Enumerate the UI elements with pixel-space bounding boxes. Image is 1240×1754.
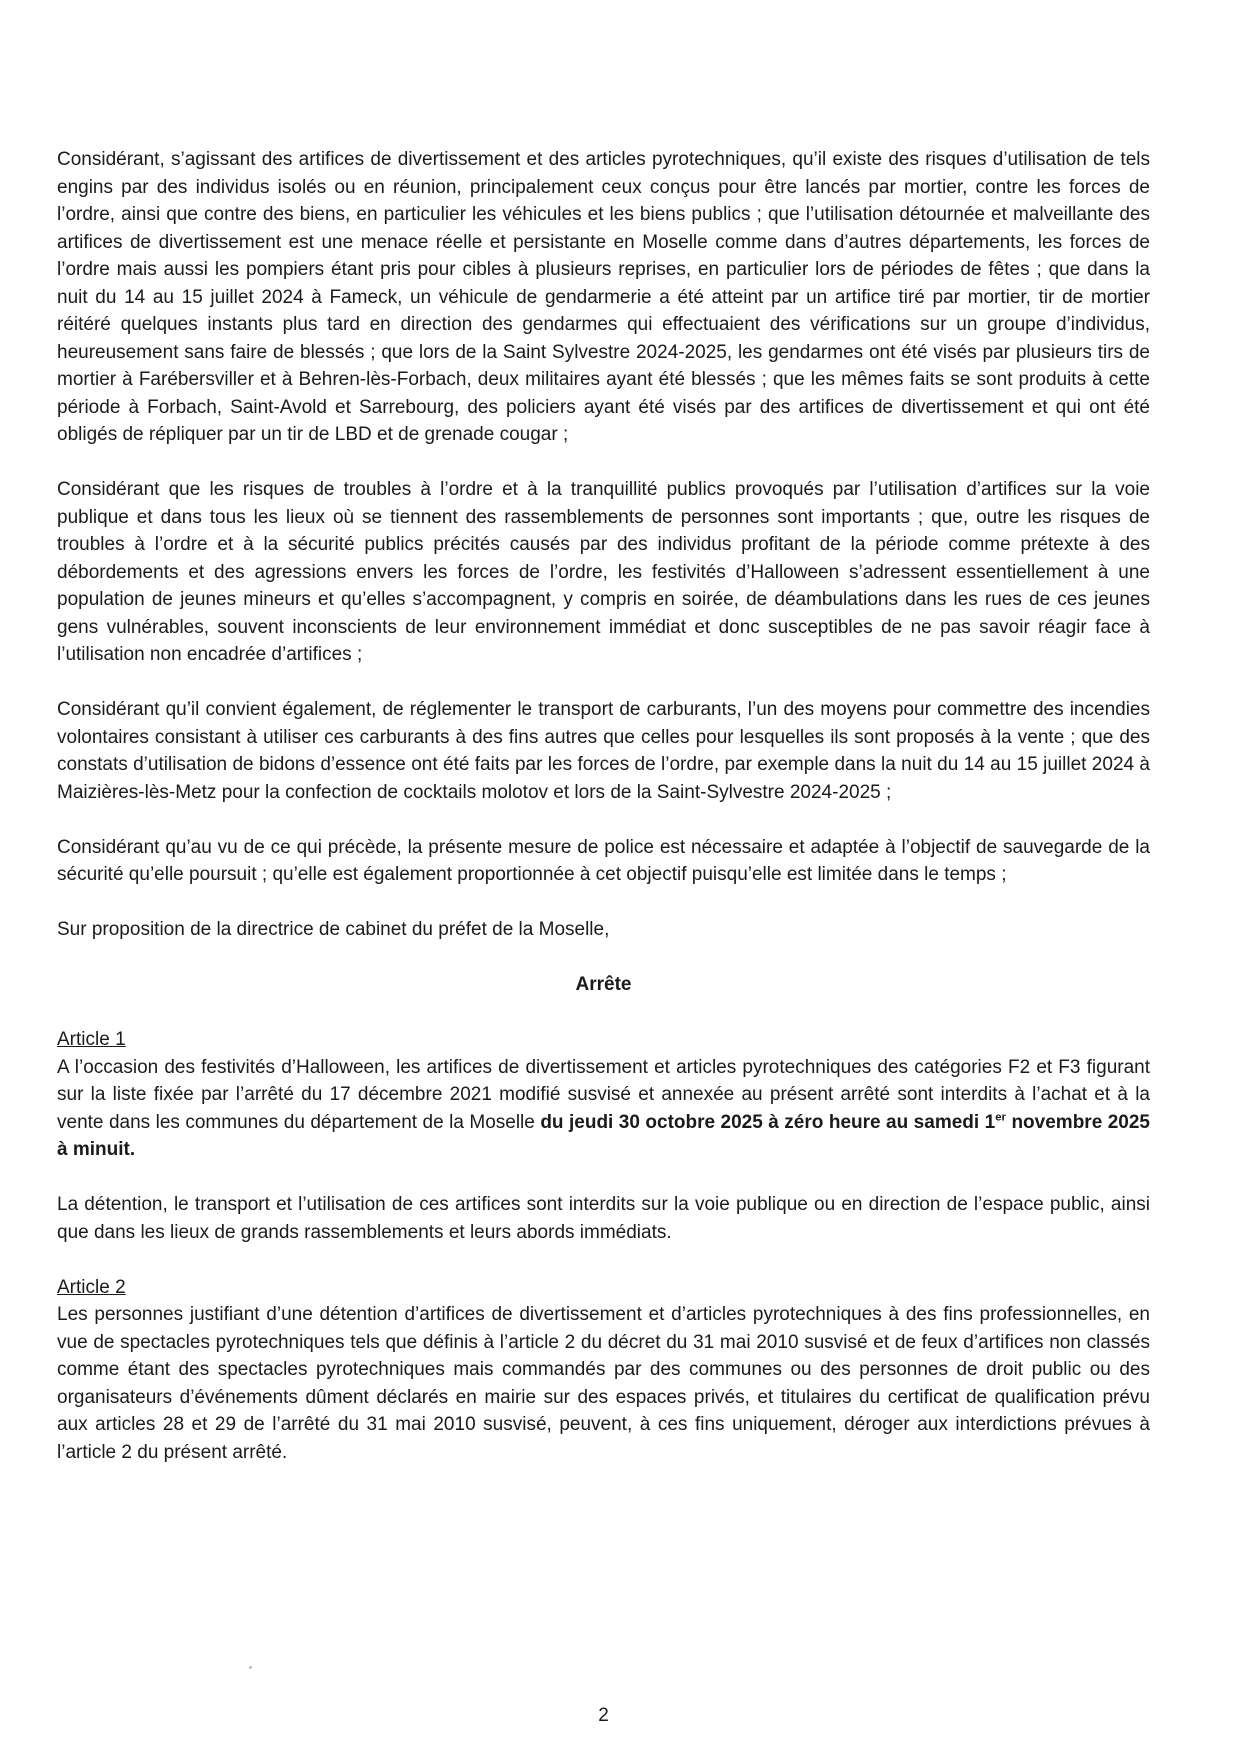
considerant-paragraph-1: Considérant, s’agissant des artifices de divertissement et des articles pyrotechniques, qu’il existe des risques d’utilisation de tels engins par des individus isolés ou en réunion, principalement ceux conçus pour être lancés par mortier, contre les forces de l’ordre, ainsi que contre des biens, en particulier les véhicules et les biens publics ; que l’utilisation détournée et malveillante des artifices de divertissement est une menace réelle et persistante en Moselle comme dans d’autres départements, les forces de l’ordre mais aussi les pompiers étant pris pour cibles à plusieurs reprises, en particulier lors de périodes de fêtes ; que dans la nuit du 14 au 15 juillet 2024 à Fameck, un véhicule de gendarmerie a été atteint par un artifice tiré par mortier, tir de mortier réitéré quelques instants plus tard en direction des gendarmes qui effectuaient des vérifications sur un groupe d’individus, heureusement sans faire de blessés ; que lors de la Saint Sylvestre 2024-2025, les gendarmes ont été visés par plusieurs tirs de mortier à Farébersviller et à Behren-lès-Forbach, deux militaires ayant été blessés ; que les mêmes faits se sont produits à cette période à Forbach, Saint-Avold et Sarrebourg, des policiers ayant été visés par des artifices de divertissement et qui ont été obligés de répliquer par un tir de LBD et de grenade cougar ;: [57, 149, 1150, 445]
considerant-paragraph-2: Considérant que les risques de troubles à l’ordre et à la tranquillité publics provoqués par l’utilisation d’artifices sur la voie publique et dans tous les lieux où se tiennent des rassemblements de personnes sont importants ; que, outre les risques de troubles à l’ordre et à la sécurité publics précités causés par des individus profitant de la période comme prétexte à des débordements et des agressions envers les forces de l’ordre, les festivités d’Halloween s’adressent essentiellement à une population de jeunes mineurs et qu’elles s’accompagnent, y compris en soirée, de déambulations dans les rues de ces jeunes gens vulnérables, souvent inconscients de leur environnement immédiat et donc susceptibles de ne pas savoir réagir face à l’utilisation non encadrée d’artifices ;: [57, 479, 1150, 665]
document-content: [57, 146, 1150, 1494]
page-number: 2: [598, 1705, 609, 1726]
ordinal-superscript: er: [995, 1111, 1006, 1124]
arrete-heading: Arrête: [575, 974, 632, 995]
article-2-label: Article 2: [57, 1276, 126, 1298]
article-1-body: [57, 1054, 1150, 1164]
article-2-body: Les personnes justifiant d’une détention d’artifices de divertissement et d’articles pyrotechniques à des fins professionnelles, en vue de spectacles pyrotechniques tels que définis à l’article 2 du décret du 31 mai 2010 susvisé et de feux d’artifices non classés comme étant des spectacles pyrotechniques mais commandés par des communes ou des personnes de droit public ou des organisateurs d’événements dûment déclarés en mairie sur des espaces privés, et titulaires du certificat de qualification prévu aux articles 28 et 29 de l’arrêté du 31 mai 2010 susvisé, peuvent, à ces fins uniquement, déroger aux interdictions prévues à l’article 2 du présent arrêté.: [57, 1304, 1150, 1463]
considerant-paragraph-4: Considérant qu’au vu de ce qui précède, la présente mesure de police est nécessaire et adaptée à l’objectif de sauvegarde de la sécurité qu’elle poursuit ; qu’elle est également proportionnée à cet objectif puisqu’elle est limitée dans le temps ;: [57, 836, 1150, 885]
considerant-paragraph-3: Considérant qu’il convient également, de réglementer le transport de carburants, l’un des moyens pour commettre des incendies volontaires consistant à utiliser ces carburants à des fins autres que celles pour lesquelles ils sont proposés à la vente ; que des constats d’utilisation de bidons d’essence ont été faits par les forces de l’ordre, par exemple dans la nuit du 14 au 15 juillet 2024 à Maizières-lès-Metz pour la confection de cocktails molotov et lors de la Saint-Sylvestre 2024-2025 ;: [57, 699, 1150, 803]
sur-proposition-line: Sur proposition de la directrice de cabinet du préfet de la Moselle,: [57, 919, 610, 940]
article-1-body-2: La détention, le transport et l’utilisation de ces artifices sont interdits sur la voie publique ou en direction de l’espace public, ainsi que dans les lieux de grands rassemblements et leurs abords immédiats.: [57, 1194, 1150, 1243]
scan-artifact-dot: [249, 1666, 252, 1669]
article-1-body-regular: A l’occasion des festivités d’Halloween, les artifices de divertissement et articles pyrotechniques des catégories F2 et F3 figurant sur la liste fixée par l’arrêté du 17 décembre 2021 modifié susvisé et annexée au présent arrêté sont interdits à l’achat et à la vente dans les communes du département de la Moselle: [57, 1056, 1150, 1133]
article-1-bold-after-superscript: novembre 2025 à minuit.: [57, 1111, 1150, 1160]
article-1-label: Article 1: [57, 1029, 126, 1050]
article-1-bold-before-superscript: du jeudi 30 octobre 2025 à zéro heure au samedi 1: [540, 1111, 996, 1133]
